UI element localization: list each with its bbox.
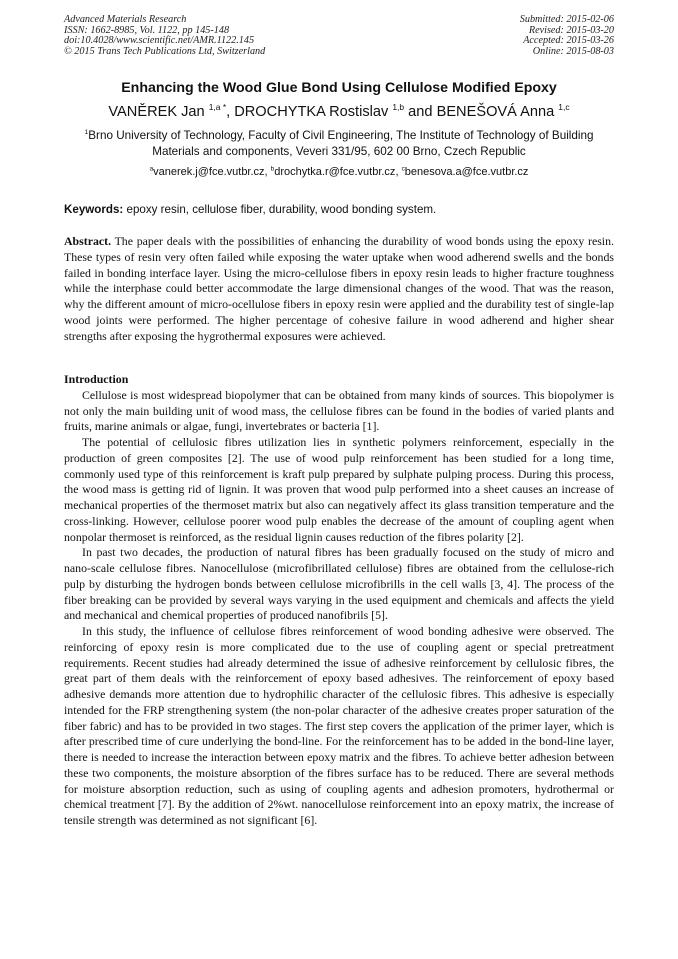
email-superscript: b — [270, 165, 275, 173]
email-address: benesova.a@fce.vutbr.cz — [404, 166, 529, 178]
accepted-date: Accepted: 2015-03-26 — [523, 35, 614, 47]
author-name: BENEŠOVÁ Anna — [436, 104, 555, 120]
revised-date: Revised: 2015-03-20 — [528, 24, 614, 36]
keywords-label: Keywords: — [64, 203, 124, 216]
issn-line: ISSN: 1662-8985, Vol. 1122, pp 145-148 — [64, 24, 230, 36]
abstract-section — [64, 234, 614, 344]
author-separator: and — [404, 104, 437, 120]
email-separator: , — [395, 166, 402, 178]
journal-info — [64, 15, 265, 58]
submitted-date: Submitted: 2015-02-06 — [519, 14, 614, 25]
author-list — [0, 104, 678, 120]
body-paragraph: In past two decades, the production of natural fibres has been gradually focused on the study of micro and nano-scale cellulose fibres. Nanocellulose (microfibrillated cellulose) fibres are obtained from the cellulose-rich pulp by disturbing the hydrogen bonds between cellulose microfibrills in the cell walls [3, 4]. The process of the fiber breaking can be provided by several ways varying in the used equipment and chemicals and affects the yield and mechanical and chemical properties of produced nanofibrils [5]. — [64, 545, 614, 623]
keywords-text: epoxy resin, cellulose fiber, durability, wood bonding system. — [126, 203, 437, 216]
abstract-label: Abstract. — [64, 234, 112, 248]
affiliation-text: Brno University of Technology, Faculty of Civil Engineering, The Institute of Technology of Building Materials and components, Veveri 331/95, 602 00 Brno, Czech Republic — [88, 129, 594, 158]
copyright-line: © 2015 Trans Tech Publications Ltd, Switzerland — [64, 46, 266, 58]
abstract-text: The paper deals with the possibilities of enhancing the durability of wood bonds using the epoxy resin. These types of resin very often failed while exposing the water uptake when wood adherend swells and the bonds failed in bonding interface layer. Using the micro-cellulose fibers in epoxy resin leads to higher fracture toughness while the interphase could better accommodate the large dimensional changes of the wood. That was the reason, why the different amount of micro-ocellulose fibers in epoxy resin were applied and the durability test of single-lap wood joints were performed. The higher percentage of cohesive failure in wood adherend and higher shear strengths after exposing the hygrothermal exposures were achieved. — [64, 234, 614, 343]
online-date: Online: 2015-08-03 — [532, 46, 614, 58]
affiliation-superscript: 1 — [84, 129, 89, 137]
journal-name: Advanced Materials Research — [64, 14, 187, 25]
body-paragraph: Cellulose is most widespread biopolymer that can be obtained from many kinds of sources. This biopolymer is not only the main building unit of wood mass, the cellulose fibres can be found in the bodies of varied plants and fruits, marine animals or algae, fungi, invertebrates or bacteria [1]. — [64, 387, 614, 434]
author-superscript: 1,c — [558, 102, 570, 113]
body-paragraph: The potential of cellulosic fibres utilization lies in synthetic polymers reinforcement, especially in the production of green composites [2]. The use of wood pulp reinforcement has been studied for a long time, commonly used type of this reinforcement is kraft pulp prepared by sulphate pulping process. During this process, the wood mass is getting rid of lignin. It was proven that wood pulp performed into a sheet causes an increase of mechanical properties of the thermoset matrix but also can negatively affect its glass transition temperature and the cross-linking. However, cellulose poorer wood pulp enables the decrease of the amount of coupling agent when nonpolar thermoset is reinforced, as the residual lignin causes reduction of the fibres polarity [2]. — [64, 435, 614, 544]
email-superscript: c — [401, 165, 405, 173]
author-name: VANĚREK Jan — [108, 104, 205, 120]
author-separator: , — [226, 104, 235, 120]
doi-line: doi:10.4028/www.scientific.net/AMR.1122.145 — [64, 35, 255, 47]
publication-dates — [520, 15, 614, 58]
email-list — [0, 166, 678, 178]
abstract-paragraph — [64, 234, 614, 344]
email-superscript: a — [149, 165, 154, 173]
email-address: drochytka.r@fce.vutbr.cz — [274, 166, 396, 178]
body-paragraph: In this study, the influence of cellulose fibres reinforcement of wood bonding adhesive were observed. The reinforcing of epoxy resin is more complicated due to the use of coupling agent or special pretreatment requirements. Recent studies had already determined the issue of adhesive reinforcement by cellulosic fibres, the great part of them deals with the reinforcement of epoxy based adhesives. The reinforcement of epoxy based adhesive demands more attention due to hydrophilic character of the cellulosic fibres. This adhesive is especially intended for the FRP strengthening system (the non-polar character of the adhesive creates proper saturation of the fiber fabric) and has to be provided in two stages. The first step covers the application of the primer layer, which is after prescribed time of cure underlying the bond-line. For the reinforcement has to be added in the bond-line layer, there is needed to increase the interaction between epoxy matrix and the fibres. To achieve better adhesion between these two components, the moisture absorption of the fibres surface has to be reduced. There are several methods for moisture absorption reduction, such as using of coupling agents and adhesion promoters, hydrothermal or chemical treatment [7]. By the addition of 2%wt. nanocellulose reinforcement into an epoxy matrix, the increase of tensile strength was determined as not significant [6]. — [64, 624, 614, 827]
author-superscript: 1,b — [392, 102, 405, 113]
paper-title: Enhancing the Wood Glue Bond Using Cellulose Modified Epoxy — [121, 80, 557, 96]
introduction-section — [64, 372, 614, 829]
affiliation — [64, 128, 614, 159]
author-superscript: 1,a * — [208, 102, 227, 113]
keywords — [64, 203, 614, 216]
email-address: vanerek.j@fce.vutbr.cz — [153, 166, 265, 178]
author-name: DROCHYTKA Rostislav — [234, 104, 389, 120]
email-separator: , — [264, 166, 271, 178]
introduction-heading: Introduction — [64, 372, 129, 386]
